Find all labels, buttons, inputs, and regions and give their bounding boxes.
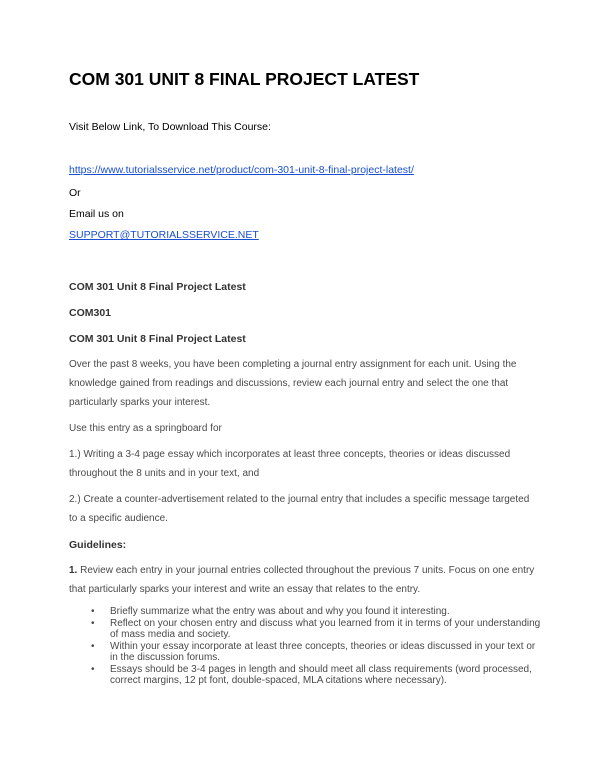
item1-line-2: throughout the 8 units and in your text, and [69, 468, 260, 479]
step1-line-2: that particularly sparks your interest and write an essay that relates to the entry. [69, 584, 421, 595]
email-link[interactable]: SUPPORT@TUTORIALSSERVICE.NET [69, 229, 259, 241]
bullet-text: Reflect on your chosen entry and discuss what you learned from it in terms of your understanding of mass media and society. [110, 617, 541, 640]
guidelines-heading: Guidelines: [69, 539, 127, 551]
springboard-text: Use this entry as a springboard for [69, 423, 222, 434]
bullet-icon: • [91, 606, 95, 617]
list-item [91, 618, 541, 641]
list-item [91, 664, 541, 687]
intro-line-1: Over the past 8 weeks, you have been completing a journal entry assignment for each unit. Using the [69, 359, 517, 370]
guideline-bullets [91, 606, 541, 687]
course-code: COM301 [69, 307, 112, 319]
bullet-icon: • [91, 617, 95, 629]
intro-line-3: particularly sparks your interest. [69, 397, 211, 408]
list-item [91, 641, 541, 664]
course-link[interactable]: https://www.tutorialsservice.net/product/com-301-unit-8-final-project-latest/ [69, 164, 414, 176]
visit-text: Visit Below Link, To Download This Course: [69, 121, 271, 133]
step1-number: 1. [69, 565, 78, 576]
bullet-text: Within your essay incorporate at least three concepts, theories or ideas discussed in your text or in the discussion forums. [110, 640, 536, 663]
section-heading-2: COM 301 Unit 8 Final Project Latest [69, 333, 246, 345]
bullet-text: Briefly summarize what the entry was about and why you found it interesting. [110, 606, 450, 617]
item2-line-2: to a specific audience. [69, 513, 168, 524]
item1-line-1: 1.) Writing a 3-4 page essay which incorporates at least three concepts, theories or ideas discussed [69, 449, 511, 460]
section-heading: COM 301 Unit 8 Final Project Latest [69, 281, 246, 293]
bullet-icon: • [91, 663, 95, 675]
email-label: Email us on [69, 208, 124, 220]
item2-line-1: 2.) Create a counter-advertisement related to the journal entry that includes a specific message targeted [69, 494, 530, 505]
page-title: COM 301 UNIT 8 FINAL PROJECT LATEST [69, 69, 420, 89]
step1-text: Review each entry in your journal entries collected throughout the previous 7 units. Focus on one entry [77, 565, 535, 576]
or-text: Or [69, 187, 81, 199]
step1-line-1 [69, 565, 534, 576]
bullet-icon: • [91, 640, 95, 652]
bullet-text: Essays should be 3-4 pages in length and should meet all class requirements (word processed, correct margins, 12 pt font, double-spaced, MLA citations where necessary). [110, 663, 532, 686]
intro-line-2: knowledge gained from readings and discussions, review each journal entry and select the one that [69, 378, 509, 389]
list-item [91, 606, 541, 618]
